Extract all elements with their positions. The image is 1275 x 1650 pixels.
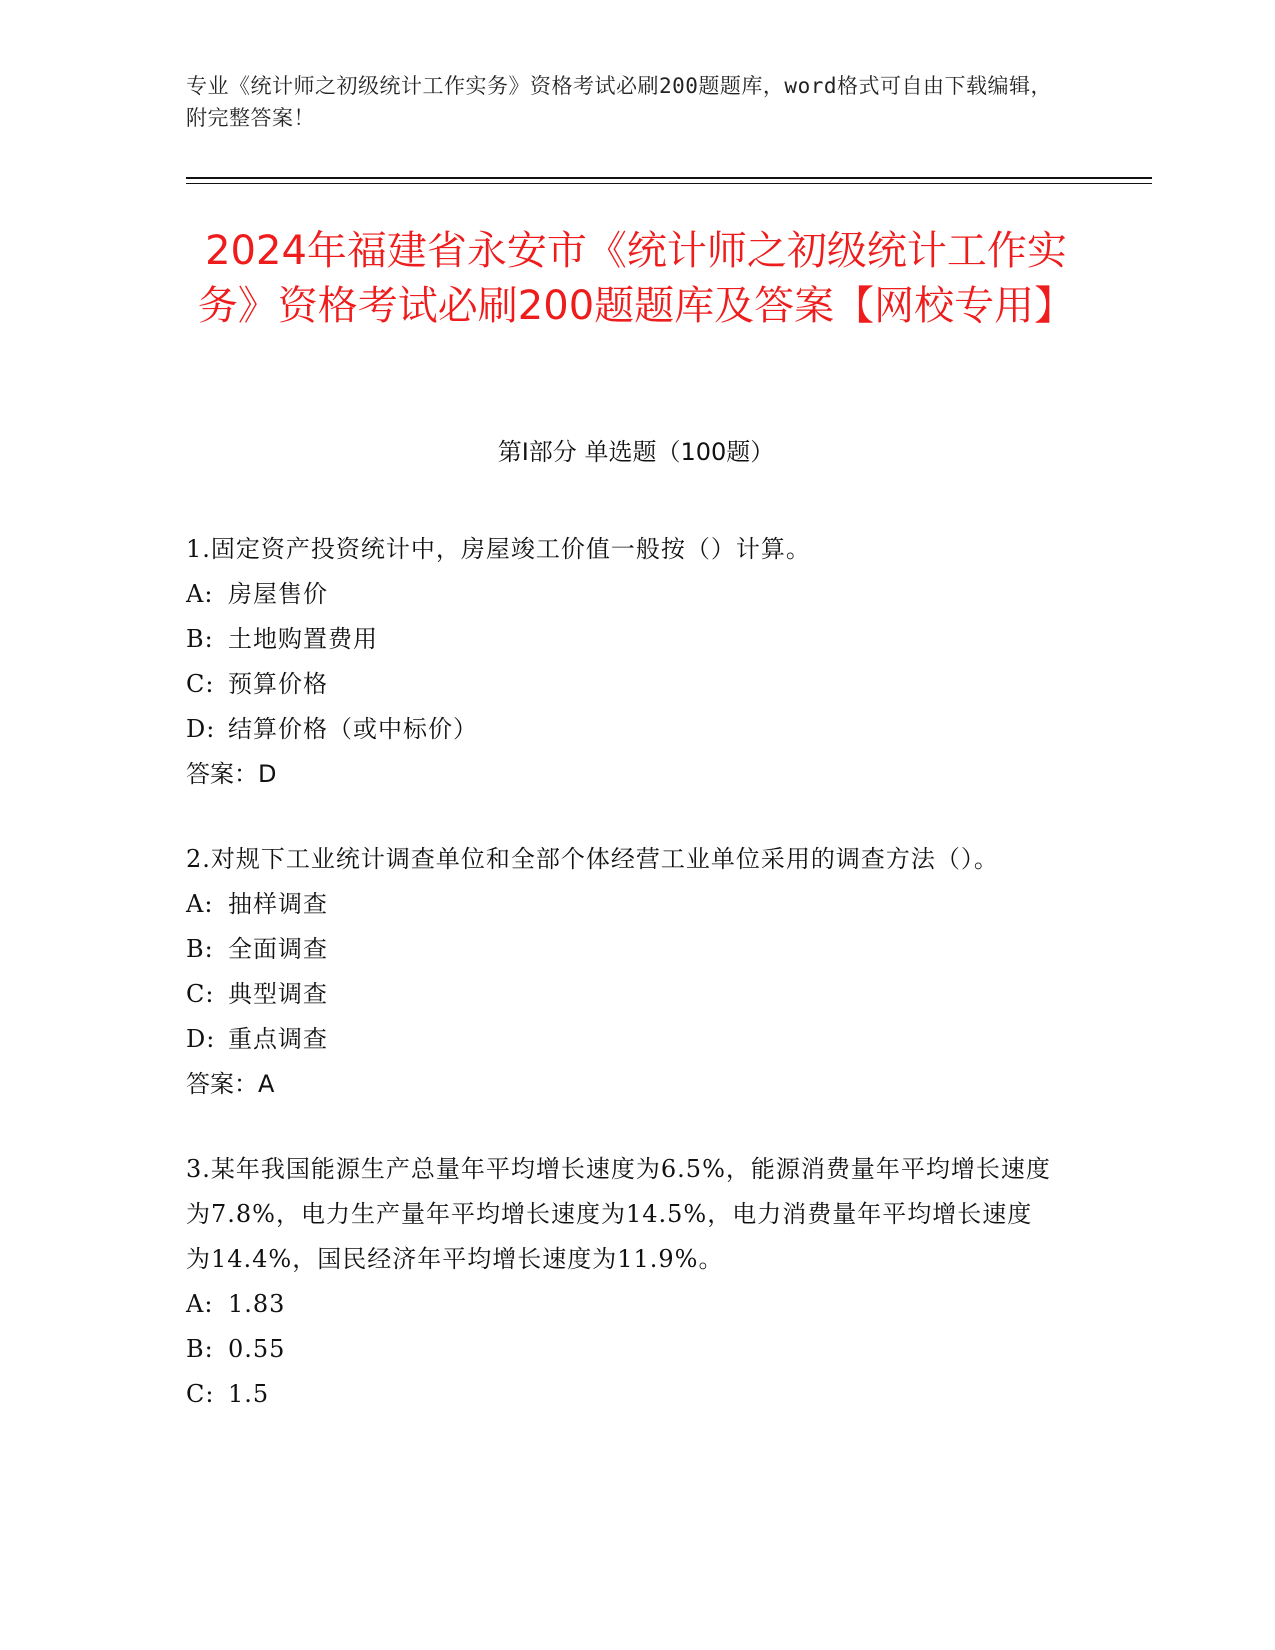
- question-stem: 3.某年我国能源生产总量年平均增长速度为6.5%，能源消费量年平均增长速度为7.8%，电力生产量年平均增长速度为14.5%，电力消费量年平均增长速度为14.4%，国民经济年平均增长速度为11.9%。: [186, 1155, 1051, 1273]
- option-key: A:: [186, 890, 214, 918]
- option-a: [186, 1282, 1056, 1327]
- option-key: B:: [186, 1335, 214, 1363]
- option-key: B:: [186, 935, 214, 963]
- question-2: [186, 837, 1056, 1107]
- header-note: 专业《统计师之初级统计工作实务》资格考试必刷200题题库，word格式可自由下载编辑，附完整答案！: [186, 74, 1052, 130]
- option-key: D:: [186, 1025, 216, 1053]
- option-text: 结算价格（或中标价）: [228, 715, 478, 743]
- question-stem: 2.对规下工业统计调查单位和全部个体经营工业单位采用的调查方法（）。: [186, 845, 999, 873]
- question-stem: 1.固定资产投资统计中，房屋竣工价值一般按（）计算。: [186, 535, 811, 563]
- option-text: 0.55: [228, 1335, 286, 1363]
- question-1: [186, 527, 1056, 797]
- option-text: 全面调查: [228, 935, 328, 963]
- option-c: [186, 1372, 1056, 1417]
- option-b: [186, 617, 1056, 662]
- option-text: 土地购置费用: [228, 625, 378, 653]
- option-text: 房屋售价: [228, 580, 328, 608]
- option-key: B:: [186, 625, 214, 653]
- question-list: [186, 527, 1056, 1457]
- section-heading: 第I部分 单选题（100题）: [497, 438, 775, 466]
- option-text: 重点调查: [228, 1025, 328, 1053]
- option-key: A:: [186, 1290, 214, 1318]
- option-a: [186, 882, 1056, 927]
- option-c: [186, 972, 1056, 1017]
- option-key: C:: [186, 980, 215, 1008]
- option-text: 典型调查: [228, 980, 328, 1008]
- option-key: C:: [186, 670, 215, 698]
- option-text: 1.5: [228, 1380, 270, 1408]
- option-key: D:: [186, 715, 216, 743]
- answer-line: 答案：D: [186, 760, 277, 788]
- option-text: 预算价格: [228, 670, 328, 698]
- option-key: C:: [186, 1380, 215, 1408]
- option-text: 1.83: [228, 1290, 286, 1318]
- question-3: [186, 1147, 1056, 1417]
- option-d: [186, 1017, 1056, 1062]
- answer-line: 答案：A: [186, 1070, 275, 1098]
- document-title: 2024年福建省永安市《统计师之初级统计工作实务》资格考试必刷200题题库及答案【网校专用】: [197, 228, 1075, 329]
- option-a: [186, 572, 1056, 617]
- option-b: [186, 1327, 1056, 1372]
- option-text: 抽样调查: [228, 890, 328, 918]
- option-c: [186, 662, 1056, 707]
- header-rule-thin: [186, 183, 1152, 184]
- option-b: [186, 927, 1056, 972]
- option-d: [186, 707, 1056, 752]
- option-key: A:: [186, 580, 214, 608]
- header-rule-thick: [186, 177, 1152, 179]
